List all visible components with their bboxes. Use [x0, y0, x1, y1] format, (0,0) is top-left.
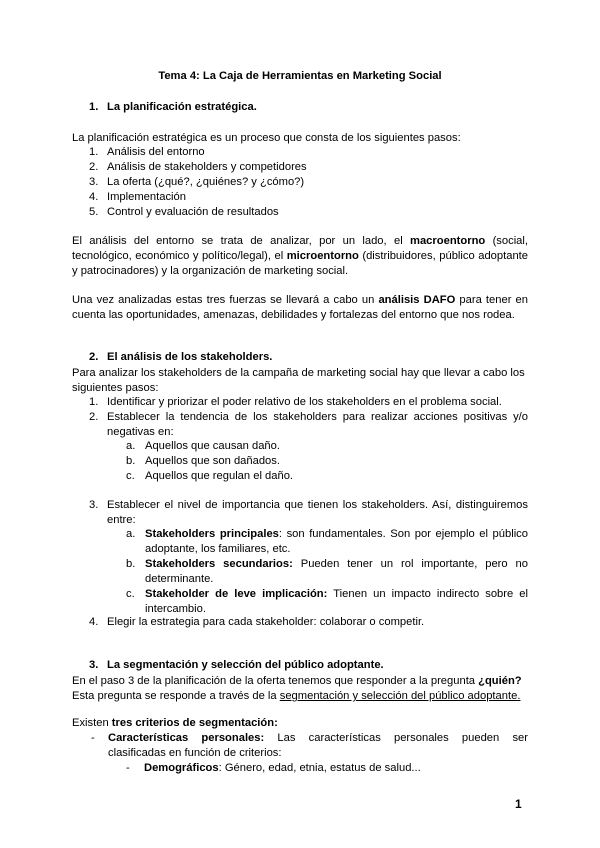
section-2-title: El análisis de los stakeholders.: [107, 351, 273, 363]
section-2-step-2-sublist: [126, 439, 528, 484]
list-item: b. Aquellos que son dañados.: [126, 455, 280, 467]
section-1-paragraph-dafo: Una vez analizadas estas tres fuerzas se llevará a cabo un análisis DAFO para tener en cuenta las oportunidades, amenazas, debilidades y fortalezas del entorno que nos rodea.: [72, 294, 528, 321]
section-2-number: 2.: [89, 351, 99, 363]
section-3-paragraph-quien: En el paso 3 de la planificación de la oferta tenemos que responder a la pregunta ¿quién? Esta pregunta se responde a través de la segmentación y selección del público adoptante.: [72, 675, 522, 702]
list-item: 5. Control y evaluación de resultados: [89, 206, 279, 218]
page-number: 1: [515, 797, 522, 811]
list-item: 3. La oferta (¿qué?, ¿quiénes? y ¿cómo?): [89, 176, 305, 188]
section-3-heading: [89, 659, 384, 671]
dash-bullet: -: [126, 762, 130, 774]
list-item: 1. Análisis del entorno: [89, 146, 205, 158]
list-item: 4. Implementación: [89, 191, 186, 203]
dash-bullet: -: [91, 732, 95, 744]
section-1-heading: [89, 101, 257, 113]
section-2-step-3: 3. Establecer el nivel de importancia que tienen los stakeholders. Así, distinguiremos entre:: [89, 499, 528, 526]
list-item: 2. Análisis de stakeholders y competidores: [89, 161, 307, 173]
criterion-caracteristicas-personales: Características personales: Las características personales pueden ser clasificadas en función de criterios:: [108, 732, 528, 759]
criterion-demograficos: Demográficos: Género, edad, etnia, estatus de salud...: [144, 762, 421, 774]
section-2-step-4: 4. Elegir la estrategia para cada stakeholder: colaborar o competir.: [89, 616, 425, 628]
section-1-intro: La planificación estratégica es un proceso que consta de los siguientes pasos:: [72, 132, 461, 144]
section-1-paragraph-entorno: El análisis del entorno se trata de analizar, por un lado, el macroentorno (social, tecnológico, económico y político/legal), el microentorno (distribuidores, público adoptante y patrocinadores) y la organización de marketing social.: [72, 235, 529, 277]
section-2-step-2: 2. Establecer la tendencia de los stakeholders para realizar acciones positivas y/o negativas en:: [89, 411, 528, 438]
section-3-title: La segmentación y selección del público adoptante.: [107, 659, 384, 671]
section-2-step-3-sublist: [126, 527, 528, 617]
section-3-paragraph-criterios: Existen tres criterios de segmentación:: [72, 717, 278, 729]
section-1-number: 1.: [89, 101, 99, 113]
section-1-steps: [89, 145, 528, 220]
section-1-title: La planificación estratégica.: [107, 101, 257, 113]
section-3-number: 3.: [89, 659, 99, 671]
list-item: a. Aquellos que causan daño.: [126, 440, 280, 452]
list-item: c. Aquellos que regulan el daño.: [126, 470, 294, 482]
section-2-heading: [89, 351, 272, 363]
list-item: c. Stakeholder de leve implicación: Tienen un impacto indirecto sobre el intercambio.: [126, 588, 529, 615]
section-2-intro: Para analizar los stakeholders de la campaña de marketing social hay que llevar a cabo los siguientes pasos:: [72, 367, 525, 394]
section-2-step-1: 1. Identificar y priorizar el poder relativo de los stakeholders en el problema social.: [89, 396, 502, 408]
document-title: Tema 4: La Caja de Herramientas en Marketing Social: [158, 70, 442, 82]
list-item: b. Stakeholders secundarios: Pueden tener un rol importante, pero no determinante.: [126, 558, 528, 585]
list-item: a. Stakeholders principales: son fundamentales. Son por ejemplo el público adoptante, los familiares, etc.: [126, 528, 528, 555]
